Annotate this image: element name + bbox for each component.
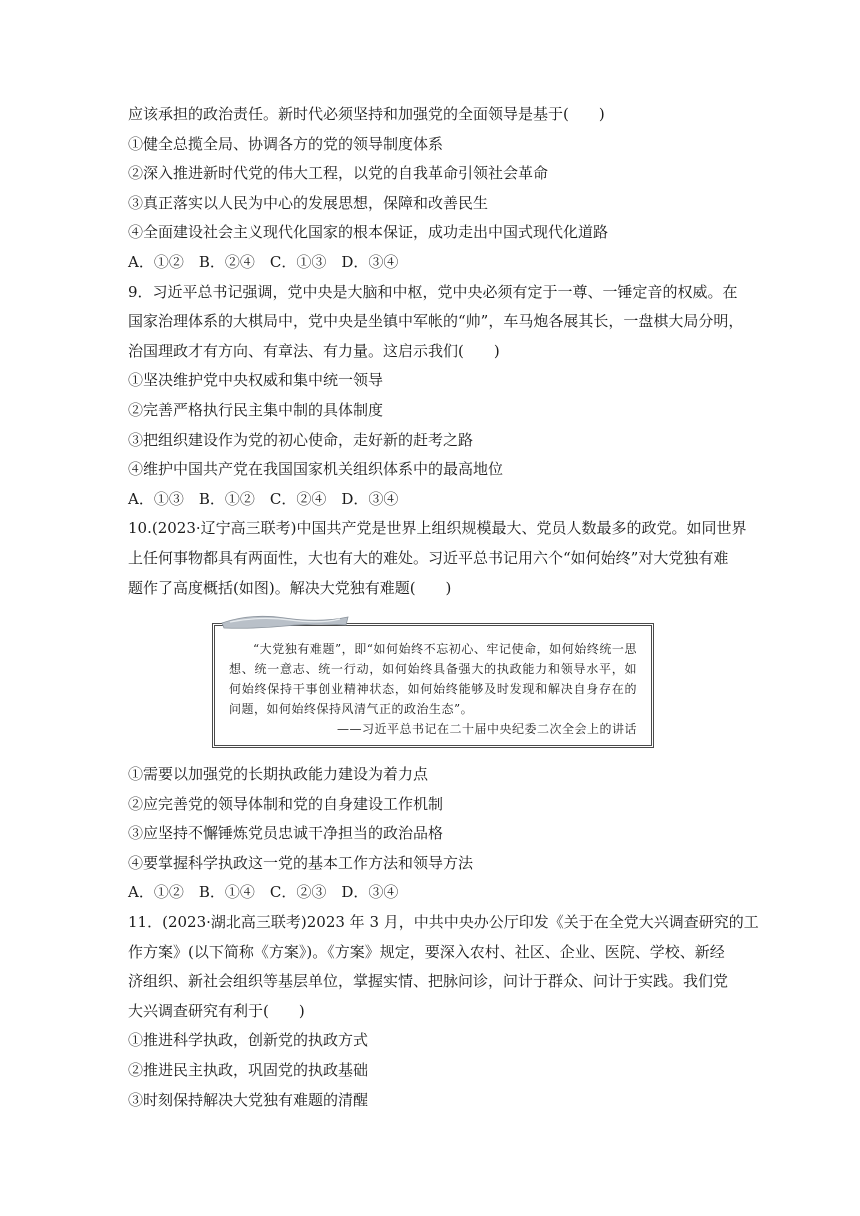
option-1: ①坚决维护党中央权威和集中统一领导 [128,371,384,390]
question-stem-line: 济组织、新社会组织等基层单位，掌握实情、把脉问诊，问计于群众、问计于实践。我们党 [128,972,729,991]
page-content [128,100,759,1115]
option-2: ②深入推进新时代党的伟大工程，以党的自我革命引领社会革命 [128,164,549,183]
question-stem-line: 9．习近平总书记强调，党中央是大脑和中枢，党中央必须有定于一尊、一锤定音的权威。在 [128,282,738,301]
option-3: ③应坚持不懈锤炼党员忠诚干净担当的政治品格 [128,824,444,843]
question-9 [128,278,744,515]
option-2: ②推进民主执政，巩固党的执政基础 [128,1061,369,1080]
option-2: ②应完善党的领导体制和党的自身建设工作机制 [128,794,444,813]
question-10 [128,514,747,908]
question-11 [128,908,759,1115]
question-stem-line: 作方案》(以下简称《方案》)。《方案》规定，要深入农村、社区、企业、医院、学校、新经 [128,942,725,961]
quote-figure [212,623,654,748]
quote-text: “大党独有难题”，即“如何始终不忘初心、牢记使命，如何始终统一思想、统一意志、统一行动，如何始终具备强大的执政能力和领导水平，如何始终保持干事创业精神状态，如何始终能够及时发现和解决自身存在的问题，如何始终保持风清气正的政治生态”。 [229,642,637,717]
question-8-tail [128,100,733,278]
option-4: ④维护中国共产党在我国国家机关组织体系中的最高地位 [128,460,504,479]
option-3: ③时刻保持解决大党独有难题的清醒 [128,1090,369,1109]
option-4: ④全面建设社会主义现代化国家的根本保证，成功走出中国式现代化道路 [128,223,609,242]
option-1: ①推进科学执政，创新党的执政方式 [128,1031,369,1050]
question-stem-line: 上任何事物都具有两面性，大也有大的难处。习近平总书记用六个“如何始终”对大党独有难 [128,548,729,567]
question-stem-line: 10.(2023·辽宁高三联考)中国共产党是世界上组织规模最大、党员人数最多的政党。如同世界 [128,519,747,538]
option-4: ④要掌握科学执政这一党的基本工作方法和领导方法 [128,853,474,872]
question-stem-line: 国家治理体系的大棋局中，党中央是坐镇中军帐的“帅”，车马炮各展其长，一盘棋大局分明， [128,312,744,331]
answer-choices: A．①② B．②④ C．①③ D．③④ [128,252,399,271]
question-stem-line: 11．(2023·湖北高三联考)2023 年 3 月，中共中央办公厅印发《关于在全党大兴调查研究的工 [128,913,759,932]
ribbon-banner-icon [220,613,350,629]
option-3: ③真正落实以人民为中心的发展思想，保障和改善民生 [128,193,489,212]
quote-box [212,623,654,748]
text-line: 应该承担的政治责任。新时代必须坚持和加强党的全面领导是基于( ) [128,105,605,123]
question-stem-line: 大兴调查研究有利于( ) [128,1001,305,1020]
quote-source: ——习近平总书记在二十届中央纪委二次全会上的讲话 [336,722,637,737]
option-3: ③把组织建设作为党的初心使命，走好新的赶考之路 [128,430,474,449]
question-stem-line: 治国理政才有方向、有章法、有力量。这启示我们( ) [128,341,500,360]
answer-choices: A．①③ B．①② C．②④ D．③④ [128,489,399,508]
question-stem-line: 题作了高度概括(如图)。解决大党独有难题( ) [128,578,452,597]
option-2: ②完善严格执行民主集中制的具体制度 [128,400,384,419]
answer-choices: A．①② B．①④ C．②③ D．③④ [128,883,399,902]
option-1: ①需要以加强党的长期执政能力建设为着力点 [128,765,429,784]
option-1: ①健全总揽全局、协调各方的党的领导制度体系 [128,134,444,153]
